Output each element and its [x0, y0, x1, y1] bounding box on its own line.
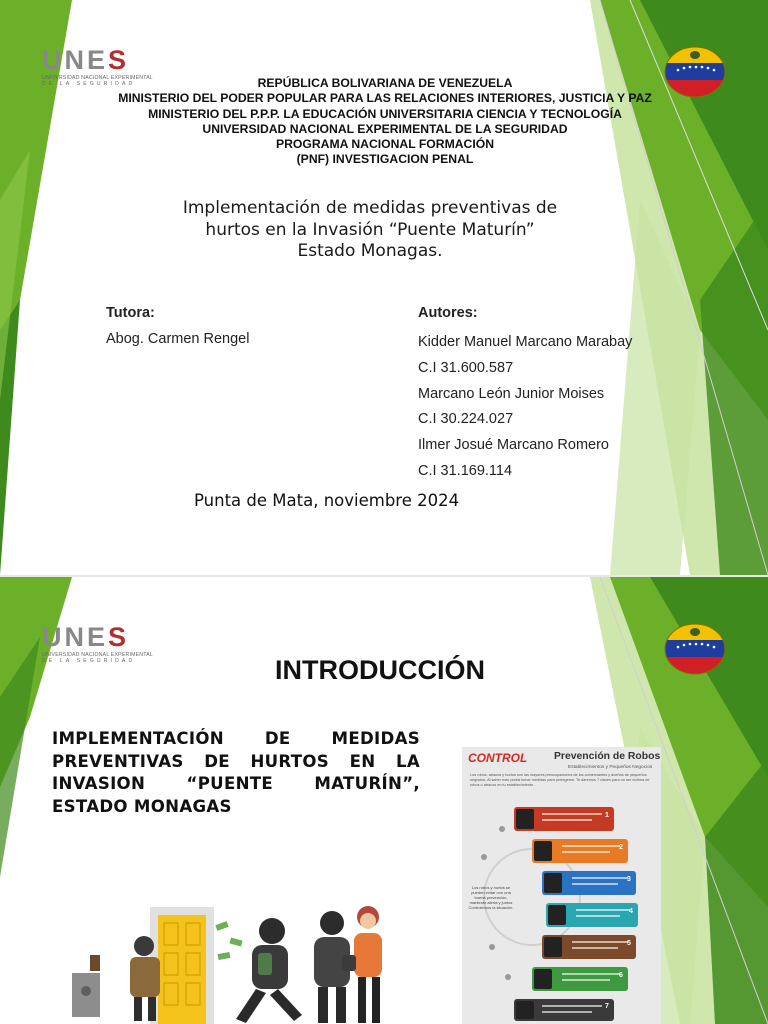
title-line: Implementación de medidas preventivas de: [182, 198, 558, 218]
author-id: C.I 31.169.114: [418, 462, 513, 479]
author-name: Ilmer Josué Marcano Romero: [418, 437, 609, 454]
authors-list: [418, 330, 632, 485]
header-line: UNIVERSIDAD NACIONAL EXPERIMENTAL DE LA SEGURIDAD: [202, 121, 568, 136]
infographic-intro: Los robos, atracos y hurtos son las mayores preocupaciones de los comerciantes y dueños de pequeños negocios. Al saber esto podrá tomar medidas para protegerse. Te daremos 7 claves para no ser víctima de robos o atracos en tu establecimiento.: [470, 773, 650, 787]
header-line: (PNF) INVESTIGACION PENAL: [296, 152, 474, 167]
logo-subtitle: UNIVERSIDAD NACIONAL EXPERIMENTAL: [42, 652, 153, 658]
introduction-body: IMPLEMENTACIÓN DE MEDIDAS PREVENTIVAS DE HURTOS EN LA INVASION “PUENTE MATURÍN”, ESTADO MONAGAS: [52, 729, 420, 816]
logo-word: UNE: [42, 622, 109, 652]
author-name: Kidder Manuel Marcano Marabay: [418, 334, 633, 350]
logo-word: UNE: [42, 45, 109, 75]
infographic-title: Prevención de Robos: [554, 751, 661, 762]
venezuela-emblem-icon: [664, 623, 726, 675]
infographic-brand: CONTROL: [468, 751, 528, 765]
unes-logo: [42, 623, 153, 664]
logo-word-accent: S: [108, 45, 130, 75]
step-number: 4: [629, 908, 633, 915]
step-number: 5: [627, 940, 631, 947]
step-number: 3: [627, 876, 631, 883]
infographic-prevention: [462, 747, 661, 1024]
institution-header: [80, 76, 690, 168]
place-date: Punta de Mata, noviembre 2024: [194, 491, 460, 510]
author-id: C.I 30.224.027: [418, 411, 514, 428]
step-number: 2: [619, 844, 623, 851]
header-line: MINISTERIO DEL P.P.P. LA EDUCACIÓN UNIVERSITARIA CIENCIA Y TECNOLOGÍA: [148, 106, 622, 121]
project-title: [130, 198, 610, 263]
thieves-illustration: [66, 901, 406, 1024]
logo-subtitle-2: DE LA SEGURIDAD: [42, 658, 136, 664]
header-line: PROGRAMA NACIONAL FORMACIÓN: [275, 137, 494, 152]
step-number: 7: [605, 1003, 609, 1010]
logo-subtitle: UNIVERSIDAD NACIONAL EXPERIMENTAL: [42, 75, 153, 81]
tutora-label: Tutora:: [106, 305, 155, 321]
step-number: 6: [619, 972, 623, 979]
autores-label: Autores:: [418, 305, 478, 321]
slide-introduction: [0, 577, 768, 1024]
logo-subtitle-2: DE LA SEGURIDAD: [42, 81, 136, 87]
tutora-name: Abog. Carmen Rengel: [106, 331, 250, 347]
header-line: MINISTERIO DEL PODER POPULAR PARA LAS RELACIONES INTERIORES, JUSTICIA Y PAZ: [118, 91, 652, 106]
author-name: Marcano León Junior Moises: [418, 385, 605, 402]
header-line: REPÚBLICA BOLIVARIANA DE VENEZUELA: [257, 76, 513, 90]
introduction-title: INTRODUCCIÓN: [275, 655, 485, 685]
infographic-subtitle: Establecimientos y Pequeños Negocios: [568, 765, 653, 770]
step-number: 1: [605, 812, 609, 819]
infographic-side-text: Los robos y hurtos se pueden evitar con una buena prevención, mantente alerta y juntos Controlemos la situación.: [468, 885, 514, 910]
logo-word-accent: S: [108, 622, 130, 652]
author-id: C.I 31.600.587: [418, 359, 514, 376]
title-line: Estado Monagas.: [297, 241, 443, 261]
title-line: hurtos en la Invasión “Puente Maturín”: [205, 219, 535, 240]
